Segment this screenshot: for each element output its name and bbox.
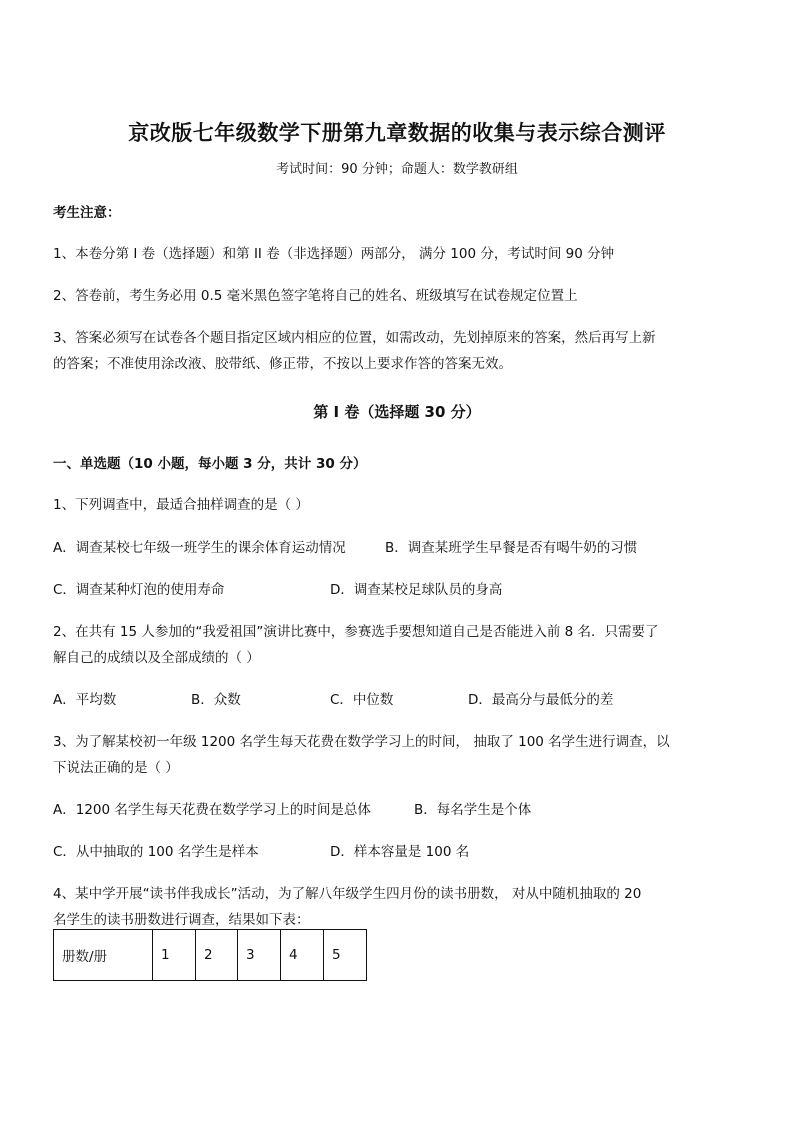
- q3-stem-line1: 3、为了解某校初一年级 1200 名学生每天花费在数学学习上的时间， 抽取了 100 名学生进行调查，以: [53, 734, 670, 750]
- q2-stem-line2: 解自己的成绩以及全部成绩的（ ）: [53, 650, 260, 666]
- q1-option-d: D．调查某校足球队员的身高: [330, 582, 503, 598]
- table-header-cell: 册数/册: [54, 930, 153, 981]
- note-item-2: 2、答卷前，考生务必用 0.5 毫米黑色签字笔将自己的姓名、班级填写在试卷规定位置上: [53, 288, 578, 304]
- note-item-1: 1、本卷分第 I 卷（选择题）和第 II 卷（非选择题）两部分， 满分 100 分，考试时间 90 分钟: [53, 246, 615, 262]
- q3-option-b: B．每名学生是个体: [414, 802, 532, 818]
- q2-stem-line1: 2、在共有 15 人参加的“我爱祖国”演讲比赛中，参赛选手要想知道自己是否能进入前 8 名．只需要了: [53, 624, 659, 640]
- q1-stem: 1、下列调查中，最适合抽样调查的是（ ）: [53, 497, 309, 513]
- notes-heading: 考生注意：: [53, 205, 121, 221]
- q4-stem-line2: 名学生的读书册数进行调查，结果如下表：: [53, 912, 310, 928]
- exam-title: 京改版七年级数学下册第九章数据的收集与表示综合测评: [128, 120, 666, 145]
- exam-subtitle: 考试时间：90 分钟；命题人：数学教研组: [276, 162, 518, 177]
- q1-option-b: B．调查某班学生早餐是否有喝牛奶的习惯: [385, 540, 638, 556]
- q3-option-c: C．从中抽取的 100 名学生是样本: [53, 844, 259, 860]
- q2-option-a: A．平均数: [53, 692, 117, 708]
- q2-option-d: D．最高分与最低分的差: [468, 692, 614, 708]
- q3-stem-line2: 下说法正确的是（ ）: [53, 760, 179, 776]
- reading-count-table: [53, 929, 367, 981]
- q3-option-a: A．1200 名学生每天花费在数学学习上的时间是总体: [53, 802, 371, 818]
- table-cell: 1: [153, 930, 196, 981]
- note-item-3-cont: 的答案；不准使用涂改液、胶带纸、修正带，不按以上要求作答的答案无效。: [53, 356, 512, 372]
- table-cell: 3: [238, 930, 281, 981]
- section-heading: 一、单选题（10 小题，每小题 3 分，共计 30 分）: [53, 456, 367, 472]
- part1-heading: 第 I 卷（选择题 30 分）: [313, 403, 481, 421]
- table-cell: 5: [324, 930, 367, 981]
- q2-option-b: B．众数: [191, 692, 241, 708]
- q2-option-c: C．中位数: [330, 692, 394, 708]
- note-item-3: 3、答案必须写在试卷各个题目指定区域内相应的位置，如需改动，先划掉原来的答案，然后再写上新: [53, 330, 656, 346]
- q1-option-c: C．调查某种灯泡的使用寿命: [53, 582, 225, 598]
- q4-stem-line1: 4、某中学开展“读书伴我成长”活动，为了解八年级学生四月份的读书册数， 对从中随机抽取的 20: [53, 886, 642, 902]
- table-row: [54, 930, 367, 981]
- table-cell: 2: [196, 930, 238, 981]
- table-cell: 4: [281, 930, 324, 981]
- q3-option-d: D．样本容量是 100 名: [330, 844, 470, 860]
- q1-option-a: A．调查某校七年级一班学生的课余体育运动情况: [53, 540, 346, 556]
